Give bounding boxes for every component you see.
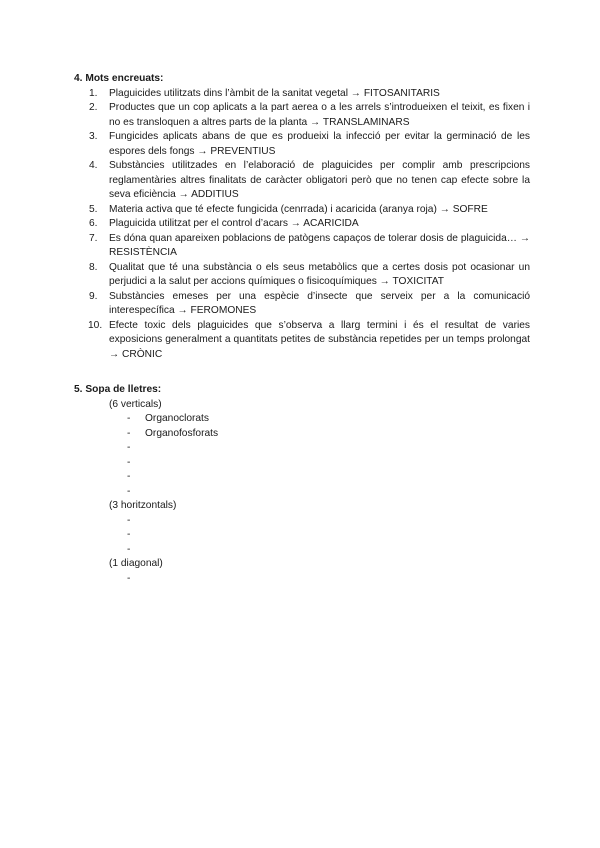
clue-text: Qualitat que té una substància o els seus metabòlics que a certes dosis pot ocasionar un perjudici a la salut per accions químiques o fisicoquímiques → TOXICITAT	[109, 261, 530, 287]
list-dash: -	[127, 529, 131, 540]
clue-number: 1.	[89, 87, 98, 99]
list-dash: -	[127, 442, 131, 453]
clue-text: Materia activa que té efecte fungicida (cenrrada) i acaricida (aranya roja) → SOFRE	[109, 203, 488, 215]
list-item	[109, 470, 530, 485]
clue-number: 4.	[89, 160, 98, 171]
clue-text: Plaguicida utilitzat per el control d’acars → ACARICIDA	[109, 218, 359, 229]
group-label-diagonal: (1 diagonal)	[109, 558, 163, 569]
clue-number: 9.	[89, 290, 98, 302]
clue-item	[74, 232, 530, 261]
word-search-section	[74, 383, 530, 586]
list-dash: -	[127, 413, 131, 424]
clue-number: 7.	[89, 232, 98, 244]
list-dash: -	[127, 456, 131, 468]
list-dash: -	[127, 471, 131, 482]
group-label-vertical: (6 verticals)	[109, 398, 162, 410]
clue-item	[74, 319, 530, 363]
vertical-word-list	[109, 412, 530, 499]
clue-number: 2.	[89, 102, 98, 113]
crossword-clue-list	[74, 87, 530, 363]
clue-number: 3.	[89, 131, 98, 142]
list-item	[109, 441, 530, 456]
list-item	[109, 427, 530, 442]
list-item	[109, 485, 530, 500]
clue-text: Substàncies utilitzades en l’elaboració de plaguicides per complir amb prescripcions reglamentàries altres finalitats de caràcter obligatori però que no tenen cap efecte sobre la seva eficiència → ADDITIUS	[109, 160, 530, 200]
clue-number: 10.	[88, 319, 103, 331]
list-item	[109, 456, 530, 471]
clue-item	[74, 217, 530, 232]
list-dash: -	[127, 427, 131, 439]
clue-text: Plaguicides utilitzats dins l’àmbit de la sanitat vegetal → FITOSANITARIS	[109, 87, 440, 99]
word-search-groups	[109, 398, 530, 587]
clue-item	[74, 290, 530, 319]
list-item	[109, 572, 530, 587]
list-dash: -	[127, 543, 131, 555]
crossword-section	[74, 72, 530, 362]
horizontal-word-list	[109, 514, 530, 558]
clue-item	[74, 203, 530, 218]
clue-number: 8.	[89, 261, 98, 273]
list-dash: -	[127, 485, 131, 497]
group-label-horizontal: (3 horitzontals)	[109, 500, 177, 511]
clue-item	[74, 159, 530, 203]
section-4-heading: 4. Mots encreuats:	[74, 73, 164, 84]
list-item	[109, 543, 530, 558]
list-item	[109, 412, 530, 427]
clue-number: 6.	[89, 218, 98, 229]
clue-item	[74, 130, 530, 159]
clue-text: Substàncies emeses per una espècie d’insecte que serveix per a la comunicació interespecífica → FEROMONES	[109, 290, 530, 316]
clue-item	[74, 261, 530, 290]
list-item	[109, 514, 530, 529]
section-5-heading: 5. Sopa de lletres:	[74, 384, 162, 395]
clue-item	[74, 101, 530, 130]
clue-item	[74, 87, 530, 102]
list-item-text: Organofosforats	[145, 427, 219, 439]
clue-number: 5.	[89, 203, 98, 215]
list-dash: -	[127, 572, 131, 584]
clue-text: Es dóna quan apareixen poblacions de patògens capaços de tolerar dosis de plaguicida… → RESISTÈNCIA	[109, 232, 530, 258]
clue-text: Fungicides aplicats abans de que es produeixi la infecció per evitar la germinació de les espores dels fongs → PREVENTIUS	[109, 131, 530, 157]
list-item	[109, 528, 530, 543]
list-item-text: Organoclorats	[145, 413, 209, 424]
clue-text: Productes que un cop aplicats a la part aerea o a les arrels s’introdueixen el teixit, es fixen i no es transloquen a altres parts de la planta → TRANSLAMINARS	[109, 102, 530, 128]
list-dash: -	[127, 514, 131, 526]
diagonal-word-list	[109, 572, 530, 587]
clue-text: Efecte toxic dels plaguicides que s’observa a llarg termini i és el resultat de varies exposicions generalment a quantitats petites de substància repetides per un temps prolongat → CRÒNIC	[109, 319, 530, 360]
